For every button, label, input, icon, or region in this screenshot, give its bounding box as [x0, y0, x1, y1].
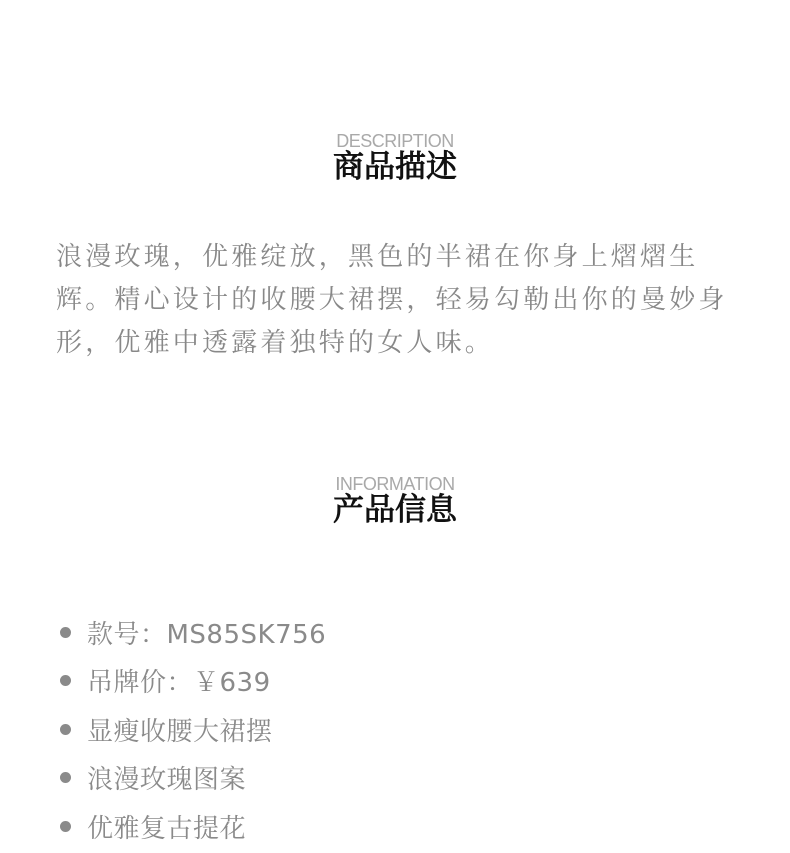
list-item — [60, 608, 326, 657]
bullet-icon — [60, 627, 71, 638]
list-item-text: 浪漫玫瑰图案 — [87, 765, 247, 796]
description-header — [0, 131, 790, 185]
list-item — [60, 705, 326, 754]
description-eyebrow: DESCRIPTION — [336, 131, 454, 151]
list-item-text: 显瘦收腰大裙摆 — [87, 716, 273, 747]
description-body: 浪漫玫瑰，优雅绽放，黑色的半裙在你身上熠熠生辉。精心设计的收腰大裙摆，轻易勾勒出你的曼妙身形，优雅中透露着独特的女人味。 — [56, 242, 728, 358]
list-item-text: 优雅复古提花 — [87, 813, 247, 844]
bullet-icon — [60, 821, 71, 832]
list-item — [60, 657, 326, 706]
bullet-icon — [60, 772, 71, 783]
bullet-icon — [60, 675, 71, 686]
bullet-icon — [60, 724, 71, 735]
information-header — [0, 474, 790, 528]
list-item-text: 款号：MS85SK756 — [87, 619, 327, 650]
list-item — [60, 754, 326, 803]
information-eyebrow: INFORMATION — [335, 474, 455, 494]
information-title: 产品信息 — [333, 492, 457, 528]
list-item — [60, 802, 326, 851]
description-title: 商品描述 — [333, 149, 457, 185]
list-item-text: 吊牌价：￥639 — [87, 668, 271, 699]
product-info-list — [60, 608, 326, 851]
